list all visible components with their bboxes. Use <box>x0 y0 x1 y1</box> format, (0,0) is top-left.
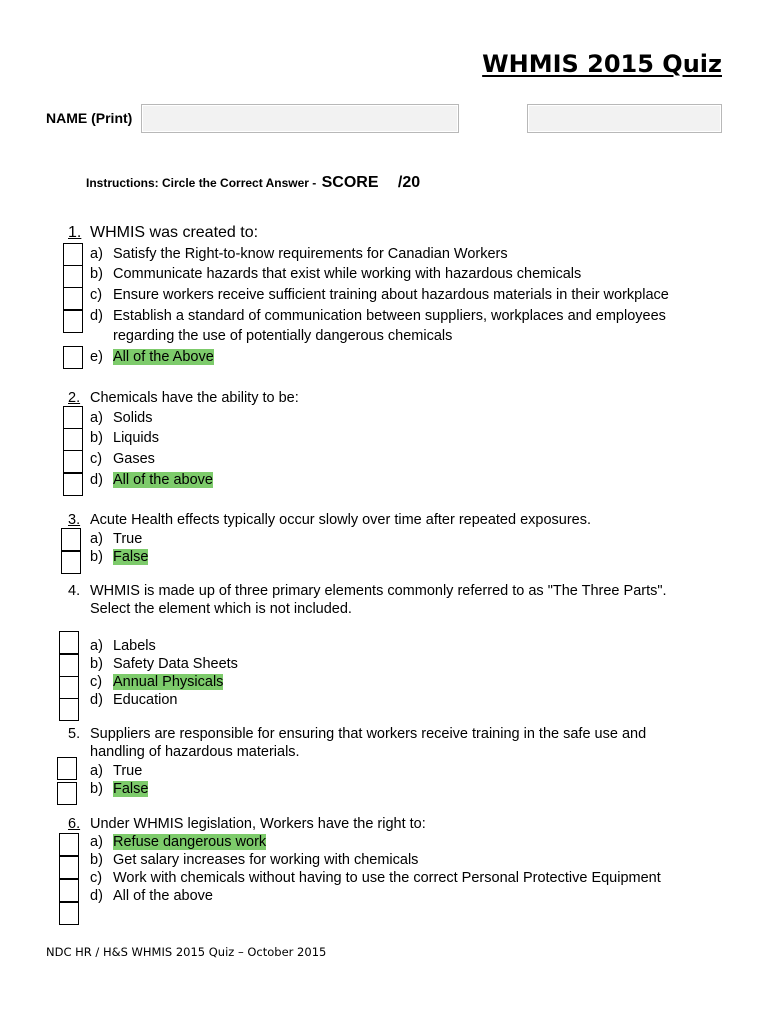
option-a[interactable] <box>90 636 700 656</box>
option-a[interactable] <box>90 832 700 852</box>
name-field[interactable] <box>141 104 459 133</box>
question-text: Suppliers are responsible for ensuring that workers receive training in the safe use and handling of hazardous materials. <box>90 726 647 760</box>
score-total: /20 <box>397 174 421 191</box>
option-letter: a) <box>90 246 103 262</box>
score-label: SCORE <box>321 174 379 191</box>
option-letter: c) <box>90 451 103 467</box>
instructions-text: Instructions: Circle the Correct Answer - <box>86 176 317 190</box>
option-letter: a) <box>90 834 103 850</box>
option-letter: c) <box>90 674 103 690</box>
question-text: Under WHMIS legislation, Workers have the right to: <box>90 816 426 832</box>
option-text: Safety Data Sheets <box>113 656 238 672</box>
option-letter: a) <box>90 410 103 426</box>
answer-checkbox[interactable] <box>63 265 83 288</box>
question-text: Chemicals have the ability to be: <box>90 390 299 406</box>
option-letter: a) <box>90 763 103 779</box>
name-label: NAME (Print) <box>46 110 133 126</box>
question-number: 3. <box>68 512 81 528</box>
instructions <box>86 174 420 192</box>
question-number: 5. <box>68 726 81 742</box>
question-text: WHMIS was created to: <box>90 224 259 241</box>
option-d[interactable] <box>90 690 700 710</box>
secondary-field[interactable] <box>527 104 722 133</box>
option-text: Get salary increases for working with chemicals <box>113 852 419 868</box>
option-text: Establish a standard of communication between suppliers, workplaces and employees regarding the use of potentially dangerous chemicals <box>113 308 666 344</box>
question-stem <box>68 224 688 242</box>
option-b[interactable] <box>90 547 700 567</box>
question-number: 6. <box>68 816 81 832</box>
option-d[interactable] <box>90 306 690 346</box>
option-c[interactable] <box>90 285 700 305</box>
option-text: Labels <box>113 638 156 654</box>
answer-checkbox[interactable] <box>59 833 79 856</box>
option-b[interactable] <box>90 779 700 799</box>
question-number: 2. <box>68 390 81 406</box>
option-letter: b) <box>90 852 103 868</box>
page-title: WHMIS 2015 Quiz <box>482 50 722 78</box>
option-text-correct: All of the above <box>113 472 213 488</box>
option-letter: d) <box>90 472 103 488</box>
option-letter: b) <box>90 656 103 672</box>
option-letter: d) <box>90 888 103 904</box>
answer-checkbox[interactable] <box>63 473 83 496</box>
option-text: All of the above <box>113 888 213 904</box>
question-number: 1. <box>68 224 82 241</box>
option-c[interactable] <box>90 868 700 888</box>
option-b[interactable] <box>90 264 700 284</box>
option-text: Education <box>113 692 178 708</box>
option-b[interactable] <box>90 654 700 674</box>
answer-checkbox[interactable] <box>57 757 77 780</box>
option-c[interactable] <box>90 672 700 692</box>
option-e[interactable] <box>90 347 700 367</box>
option-b[interactable] <box>90 850 700 870</box>
answer-checkbox[interactable] <box>59 879 79 902</box>
answer-checkbox[interactable] <box>63 310 83 333</box>
answer-checkbox[interactable] <box>63 346 83 369</box>
option-text: Liquids <box>113 430 159 446</box>
option-a[interactable] <box>90 761 700 781</box>
question-text: Acute Health effects typically occur slowly over time after repeated exposures. <box>90 512 592 528</box>
option-text: True <box>113 763 143 779</box>
answer-checkbox[interactable] <box>59 856 79 879</box>
option-b[interactable] <box>90 428 700 448</box>
option-a[interactable] <box>90 529 700 549</box>
answer-checkbox[interactable] <box>59 631 79 654</box>
option-text: Communicate hazards that exist while working with hazardous chemicals <box>113 266 582 282</box>
option-c[interactable] <box>90 449 700 469</box>
option-text: Work with chemicals without having to use the correct Personal Protective Equipment <box>113 870 661 886</box>
option-a[interactable] <box>90 244 700 264</box>
answer-checkbox[interactable] <box>59 676 79 699</box>
page-footer: NDC HR / H&S WHMIS 2015 Quiz – October 2015 <box>46 945 327 959</box>
answer-checkbox[interactable] <box>63 287 83 310</box>
answer-checkbox[interactable] <box>59 654 79 677</box>
option-letter: b) <box>90 781 103 797</box>
answer-checkbox[interactable] <box>63 450 83 473</box>
option-d[interactable] <box>90 470 700 490</box>
answer-checkbox[interactable] <box>61 528 81 551</box>
option-text-correct: False <box>113 549 149 565</box>
question-stem <box>68 389 688 407</box>
question-stem <box>68 582 668 618</box>
option-text-correct: All of the Above <box>113 349 214 365</box>
answer-checkbox[interactable] <box>59 698 79 721</box>
option-text: Ensure workers receive sufficient training about hazardous materials in their workplace <box>113 287 669 303</box>
answer-checkbox[interactable] <box>61 551 81 574</box>
option-letter: e) <box>90 349 103 365</box>
option-letter: c) <box>90 287 103 303</box>
option-letter: b) <box>90 430 103 446</box>
option-letter: a) <box>90 638 103 654</box>
option-letter: b) <box>90 549 103 565</box>
option-d[interactable] <box>90 886 700 906</box>
option-letter: c) <box>90 870 103 886</box>
question-number: 4. <box>68 583 81 599</box>
option-text-correct: False <box>113 781 149 797</box>
answer-checkbox[interactable] <box>57 782 77 805</box>
option-text-correct: Refuse dangerous work <box>113 834 267 850</box>
answer-checkbox[interactable] <box>63 243 83 266</box>
question-stem <box>68 725 668 761</box>
question-stem <box>68 511 688 529</box>
answer-checkbox[interactable] <box>59 902 79 925</box>
question-stem <box>68 815 688 833</box>
question-text: WHMIS is made up of three primary elements commonly referred to as "The Three Parts". Select the element which is not included. <box>90 583 667 617</box>
option-text-correct: Annual Physicals <box>113 674 224 690</box>
option-a[interactable] <box>90 408 700 428</box>
option-text: Satisfy the Right-to-know requirements for Canadian Workers <box>113 246 508 262</box>
option-letter: d) <box>90 308 103 324</box>
answer-checkbox[interactable] <box>63 406 83 429</box>
option-text: True <box>113 531 143 547</box>
option-letter: a) <box>90 531 103 547</box>
option-text: Gases <box>113 451 155 467</box>
option-text: Solids <box>113 410 153 426</box>
option-letter: b) <box>90 266 103 282</box>
option-letter: d) <box>90 692 103 708</box>
answer-checkbox[interactable] <box>63 428 83 451</box>
